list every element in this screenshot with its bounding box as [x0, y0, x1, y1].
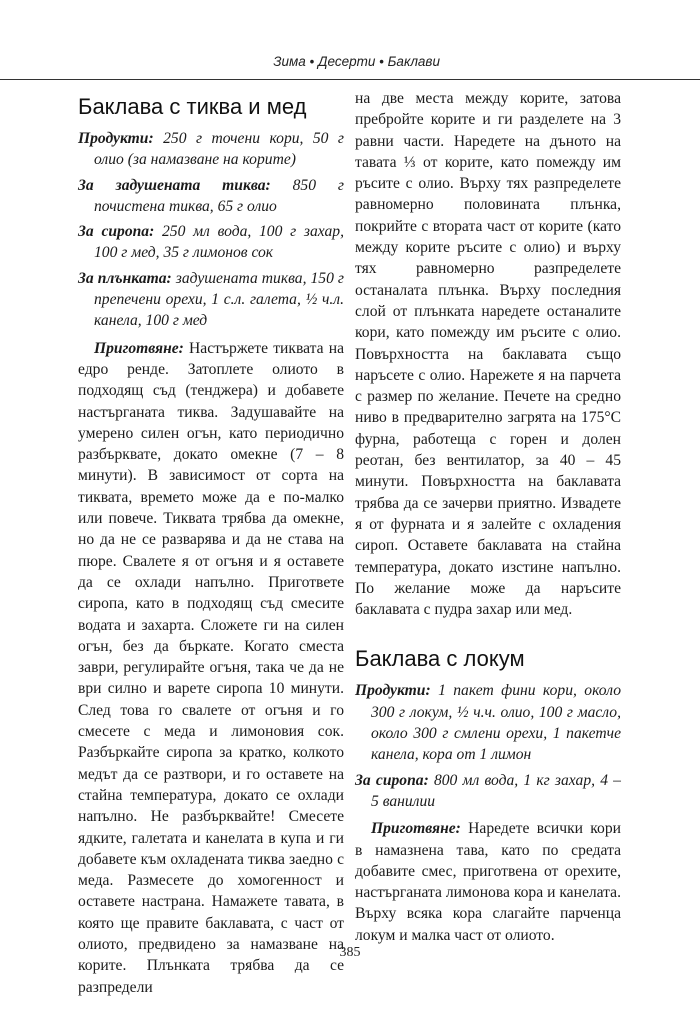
- left-column: [78, 88, 344, 998]
- ingredients-text: задушената тиква, 150 г препечени орехи, 1 с.л. галета, ½ ч.л. канела, 100 г мед: [94, 269, 344, 330]
- preparation-paragraph: [78, 338, 344, 998]
- preparation-continued: на две места между корите, затова пребройте корите и ги разделете на 3 равни части. Наредете на дъното на тавата ⅓ от корите, като помежду им ръсите с олио. Върху тях разпределете равномерно половината плънка, покрийте с втората част от корите (като между корите ръсите с олио) и върху тях равномерно разпределете останалата плънка. Върху последния слой от плънката наредете останалите кори, като помежду им ръсите с олио. Повърхността на баклавата също наръсете с олио. Нарежете я на парчета с размер по желание. Печете на средно ниво в предварително загрята на 175°C фурна, работеща с горен и долен реотан, без вентилатор, за 40 – 45 минути. Повърхността на баклавата трябва да се зачерви приятно. Извадете я от фурната и я залейте с охладения сироп. Оставете баклавата на стайна температура, докато изстине напълно. По желание може да наръсите баклавата с пудра захар или мед.: [355, 90, 621, 619]
- page-number: 385: [339, 945, 361, 960]
- preparation-text: Наредете всички кори в намазнена тава, като по средата добавите смес, приготвена от орехите, настърганата лимонова кора и канелата. Върху всяка кора слагайте парченца локум и малка част от олиото.: [355, 820, 621, 944]
- recipe-title: Баклава с локум: [355, 646, 525, 672]
- header-rule: [0, 79, 700, 80]
- ingredients-label: Продукти:: [78, 130, 154, 147]
- ingredients-label: За плънката:: [78, 269, 172, 287]
- ingredients-products: [355, 680, 621, 765]
- ingredients-text: 1 пакет фини кори, около 300 г локум, ½ ч.ч. олио, 100 г масло, около 300 г смлени орехи, 1 пакетче канела, кора от 1 лимон: [371, 682, 621, 764]
- ingredients-products: [78, 128, 344, 171]
- preparation-label: Приготвяне:: [371, 820, 461, 838]
- ingredients-label: За задушената тиква:: [78, 176, 271, 194]
- ingredients-label: За сиропа:: [355, 771, 429, 789]
- ingredients-label: Продукти:: [355, 682, 431, 700]
- ingredients-text: 250 мл вода, 100 г захар, 100 г мед, 35 г лимонов сок: [94, 223, 344, 262]
- preparation-paragraph: [355, 818, 621, 946]
- ingredients-filling: [78, 268, 344, 332]
- preparation-label: Приготвяне:: [94, 339, 184, 357]
- ingredients-syrup: [78, 221, 344, 264]
- running-head: Зима • Десерти • Баклави: [273, 54, 440, 69]
- ingredients-stewed-pumpkin: [78, 175, 344, 218]
- right-column: [355, 88, 621, 946]
- ingredients-text: 850 г почистена тиква, 65 г олио: [94, 176, 344, 215]
- ingredients-syrup: [355, 770, 621, 813]
- ingredients-text: 800 мл вода, 1 кг захар, 4 – 5 ванилии: [371, 771, 621, 810]
- ingredients-label: За сиропа:: [78, 223, 155, 241]
- preparation-text: Настържете тиквата на едро ренде. Затоплете олиото в подходящ съд (тенджера) и добавете настърганата тиква. Задушавайте на умерено силен огън, като периодично разбърквате, докато омекне (7 – 8 минути). В зависимост от сорта на тиквата, времето може да е по-малко или повече. Тиквата трябва да омекне, но да не се разварява и да не става на пюре. Свалете я от огъня и я оставете да се охлади напълно. Пригответе сиропа, като в подходящ съд смесите водата и захарта. Сложете ги на силен огън, без да бъркате. Когато сместа заври, регулирайте огъня, така че да не ври силно и варете сиропа 10 минути. След това го свалете от огъня и го смесете с меда и лимоновия сок. Разбъркайте сиропа за кратко, колкото медът да се разтвори, и го оставете на стайна температура, докато се охлади напълно. Не разбърквайте! Смесете ядките, галетата и канелата в купа и ги добавете към охладената тиква заедно с меда. Размесете до хомогенност и оставете настрана. Намажете тавата, в която ще правите баклавата, с част от олиото, предвидено за намазване на корите. Плънката трябва да се разпредели: [78, 339, 344, 996]
- recipe-title: Баклава с тиква и мед: [78, 94, 307, 119]
- ingredients-text: 250 г точени кори, 50 г олио (за намазване на корите): [94, 130, 344, 169]
